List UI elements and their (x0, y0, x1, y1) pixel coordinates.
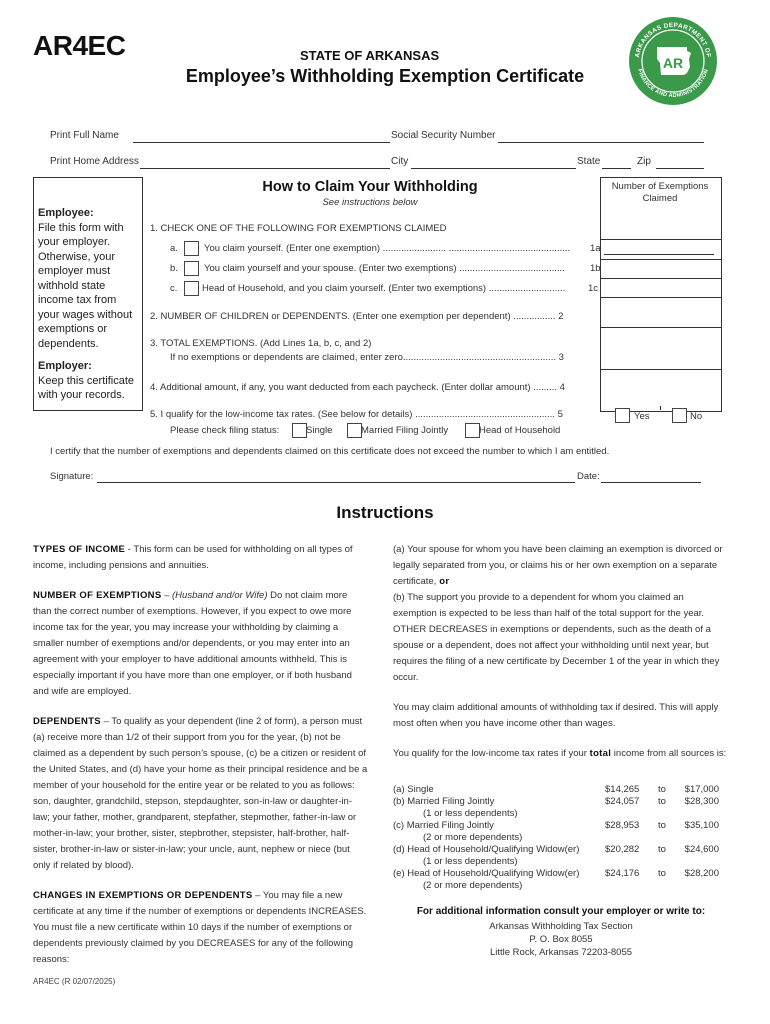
income-high: $28,300 (684, 796, 719, 807)
line1b-num: 1b (590, 263, 601, 274)
state-field-label: State (577, 156, 601, 167)
income-low: $20,282 (605, 844, 640, 855)
line1b-text: You claim yourself and your spouse. (Enter two exemptions) ........................................ (204, 263, 565, 274)
income-row (393, 844, 719, 868)
zip-field[interactable] (656, 156, 704, 169)
instructions-title: Instructions (336, 503, 434, 522)
income-low: $14,265 (605, 784, 640, 795)
line1c-letter: c. (170, 283, 178, 294)
income-row (393, 868, 719, 892)
line1a-num: 1a (590, 243, 601, 254)
income-row (393, 820, 719, 844)
certify-text: I certify that the number of exemptions and dependents claimed on this certificate does not exceed the number to which I am entitled. (50, 446, 610, 457)
state-label: STATE OF ARKANSAS (300, 48, 440, 63)
income-to: to (658, 868, 666, 879)
types-of-income: TYPES OF INCOME - This form can be used for withholding on all types of income, including pensions and annuities. (33, 544, 353, 571)
city-field[interactable] (411, 156, 576, 169)
hoh-checkbox[interactable] (465, 423, 480, 438)
employer-text: Keep this certificate with your records. (38, 374, 134, 401)
date-field[interactable] (601, 470, 701, 483)
instructions-left-column (33, 542, 368, 968)
no-label: No (690, 411, 703, 422)
line1b-checkbox[interactable] (184, 261, 199, 276)
home-address-label: Print Home Address (50, 156, 139, 167)
dependents: DEPENDENTS – To qualify as your dependent (line 2 of form), a person must (a) receive more than 1/2 of their support from you for the year, (b) not be claimed as a dependent by such person’s spouse, (c) be a citizen or resident of the United States, and (d) have your home as their principal residence and be a member of your household for the entire year or be related to you as follows: son, daughter, grandchild, stepson, stepdaughter, son-in-law or daughter-in-law; your father, mother, grandparent, stepfather, stepmother, father-in-law or mother-in-law; your brother, sister, stepbrother, stepsister, half-brother, half-sister, brother-in-law or sister-in-law; your uncle, aunt, nephew or niece (but only if related by blood). (33, 716, 368, 871)
seal-text-bottom: FINANCE AND ADMINISTRATION (636, 68, 710, 100)
exemptions-header: Number of Exemptions Claimed (611, 181, 709, 204)
income-row (393, 784, 719, 796)
line1a-text: You claim yourself. (Enter one exemption) ........................ .............................................. (204, 243, 571, 254)
line5-text: 5. I qualify for the low-income tax rates. (See below for details) ..................................................... 5 (150, 409, 563, 420)
line3a-text: 3. TOTAL EXEMPTIONS. (Add Lines 1a, b, c, and 2) (150, 338, 372, 349)
mfj-label: Married Filing Jointly (361, 425, 449, 436)
income-row-label: (b) Married Filing Jointly (1 or less dependents) (393, 796, 518, 819)
additional-withholding: You may claim additional amounts of withholding tax if desired. This will apply most often when you have income other than wages. (393, 702, 719, 729)
footer-revision: AR4EC (R 02/07/2025) (33, 977, 116, 986)
line1-label: 1. CHECK ONE OF THE FOLLOWING FOR EXEMPTIONS CLAIMED (150, 223, 447, 234)
line1a-checkbox[interactable] (184, 241, 199, 256)
state-field[interactable] (602, 156, 631, 169)
ssn-field[interactable] (498, 130, 704, 143)
home-address-field[interactable] (140, 156, 390, 169)
signature-field[interactable] (97, 470, 575, 483)
income-to: to (658, 820, 666, 831)
single-label: Single (306, 425, 333, 436)
form-id: AR4EC (33, 30, 126, 61)
yes-checkbox[interactable] (615, 408, 630, 423)
hoh-label: Head of Household (479, 425, 561, 436)
claim-title: How to Claim Your Withholding (262, 179, 478, 195)
income-to: to (658, 796, 666, 807)
income-row (393, 796, 719, 820)
filing-status-label: Please check filing status: (170, 425, 280, 436)
address-line-1: Arkansas Withholding Tax Section (489, 921, 633, 932)
income-low: $28,953 (605, 820, 640, 831)
line1a-letter: a. (170, 243, 178, 254)
zip-label: Zip (637, 156, 651, 167)
signature-label: Signature: (50, 471, 94, 482)
line1a-field[interactable] (604, 242, 714, 255)
reason-b: (b) The support you provide to a dependent for whom you claimed an exemption is expected to be less than half of the total support for the year. OTHER DECREASES in exemptions or dependents, such as the death of a spouse or a dependent, does not affect your withholding until next year, but requires the filing of a new certificate by December 1 of the year in which they occur. (393, 592, 720, 683)
income-to: to (658, 844, 666, 855)
date-label: Date: (577, 471, 600, 482)
line1c-checkbox[interactable] (184, 281, 199, 296)
address-line-3: Little Rock, Arkansas 72203-8055 (489, 947, 633, 958)
income-low: $24,176 (605, 868, 640, 879)
qualify-text: You qualify for the low-income tax rates if your total income from all sources is: (393, 748, 727, 759)
exemptions-column (600, 177, 722, 412)
mfj-checkbox[interactable] (347, 423, 362, 438)
sidebar-text (38, 206, 138, 403)
line1c-text: Head of Household, and you claim yourself. (Enter two exemptions) ............................. (202, 283, 566, 294)
form-title: Employee’s Withholding Exemption Certificate (185, 66, 585, 86)
income-high: $35,100 (684, 820, 719, 831)
income-row-label: (a) Single (393, 784, 434, 795)
instructions-right-column (393, 542, 729, 762)
claim-subtitle: See instructions below (322, 197, 418, 208)
income-table (393, 784, 719, 892)
city-label: City (391, 156, 409, 167)
line1c-num: 1c (588, 283, 599, 294)
income-to: to (658, 784, 666, 795)
income-row-label: (e) Head of Household/Qualifying Widow(er) (2 or more dependents) (393, 868, 580, 891)
yes-label: Yes (634, 411, 650, 422)
employee-heading: Employee: (38, 207, 94, 219)
line4-text: 4. Additional amount, if any, you want deducted from each paycheck. (Enter dollar amount) ......... 4 (150, 382, 565, 393)
full-name-field[interactable] (133, 130, 390, 143)
number-of-exemptions: NUMBER OF EXEMPTIONS – (Husband and/or Wife) Do not claim more than the correct number of exemptions. However, if you expect to owe more income tax for the year, you may increase your withholding by claiming a smaller number of exemptions and/or dependents, or you may enter into an agreement with your employer to have additional amounts withheld. This is especially important if you have more than one employer, or if both husband and wife are employed. (33, 590, 352, 697)
seal-logo-text: AR (662, 55, 684, 71)
no-checkbox[interactable] (672, 408, 687, 423)
full-name-label: Print Full Name (50, 130, 119, 141)
employer-heading: Employer: (38, 360, 92, 372)
line2-text: 2. NUMBER OF CHILDREN or DEPENDENTS. (Enter one exemption per dependent) ................ 2 (150, 311, 564, 322)
employee-text: File this form with your employer. Otherwise, your employer must withhold state income tax from your wages without exemptions or dependents. (38, 221, 133, 350)
line3b-text: If no exemptions or dependents are claimed, enter zero.......................................................... 3 (170, 352, 564, 363)
address-line-2: P. O. Box 8055 (529, 934, 593, 945)
changes-in-exemptions: CHANGES IN EXEMPTIONS OR DEPENDENTS – You may file a new certificate at any time if the number of exemptions or dependents INCREASES. You must file a new certificate within 10 days if the number of exemptions or dependents previously claimed by you DECREASES for any of the following reasons: (33, 890, 367, 965)
ssn-label: Social Security Number (391, 130, 496, 141)
income-high: $17,000 (684, 784, 719, 795)
line1b-letter: b. (170, 263, 178, 274)
income-row-label: (d) Head of Household/Qualifying Widow(er) (1 or less dependents) (393, 844, 580, 867)
consult-text: For additional information consult your employer or write to: (416, 906, 706, 917)
seal-text-top: ARKANSAS DEPARTMENT OF (634, 21, 712, 59)
reason-a: (a) Your spouse for whom you have been claiming an exemption is divorced or legally separated from you, or claims his or her own exemption on a separate certificate, or (393, 544, 723, 587)
income-row-label: (c) Married Filing Jointly (2 or more dependents) (393, 820, 523, 843)
income-high: $28,200 (684, 868, 719, 879)
seal-logo (627, 15, 719, 107)
income-high: $24,600 (684, 844, 719, 855)
single-checkbox[interactable] (292, 423, 307, 438)
income-low: $24,057 (605, 796, 640, 807)
